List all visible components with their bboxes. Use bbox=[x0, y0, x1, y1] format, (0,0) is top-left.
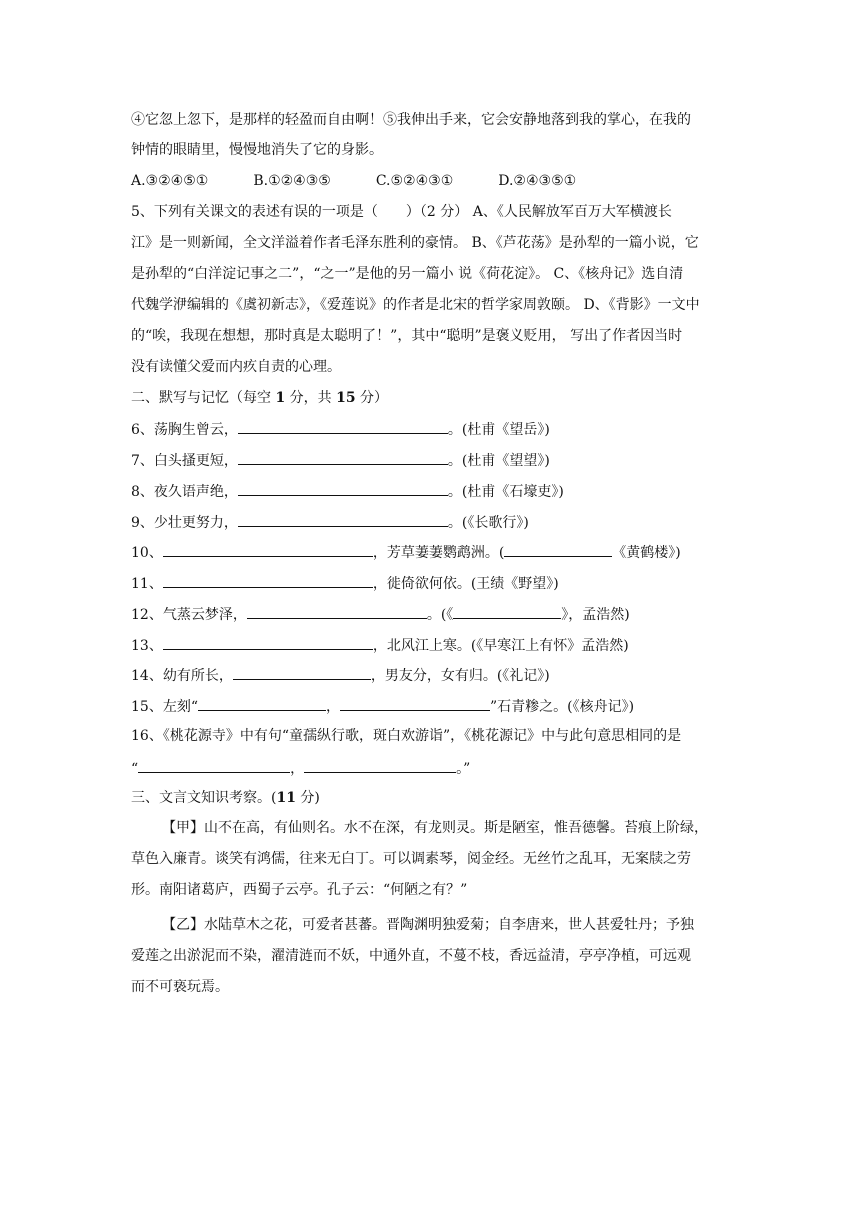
q5-line5: 的“唉，我现在想想，那时真是太聪明了！”，其中“聪明”是褒义贬用， 写出了作者因当时 bbox=[131, 328, 683, 344]
q4-options bbox=[131, 171, 576, 191]
q5-line4: 代魏学洢编辑的《虞初新志》，《爱莲说》的作者是北宋的哲学家周敦颐。 D、《背影》一文中 bbox=[131, 297, 700, 313]
q14-answer-blank[interactable] bbox=[233, 664, 371, 680]
q6-answer-blank[interactable] bbox=[238, 418, 448, 434]
q15: 15、左刻“ ， ”石青糁之。(《核舟记》) bbox=[131, 695, 634, 717]
q4-option-c: C.⑤②④③① bbox=[375, 173, 454, 189]
q11: 11、 ，徙倚欲何依。(王绩《野望》) bbox=[131, 572, 559, 594]
q16-line1: 16、《桃花源寺》中有句“童孺纵行歌，斑白欢游诣”，《桃花源记》中与此句意思相同的是 bbox=[131, 728, 682, 744]
q4-text-line2: 钟情的眼睛里，慢慢地消失了它的身影。 bbox=[131, 142, 383, 158]
q14: 14、幼有所长， ，男友分，女有归。(《礼记》) bbox=[131, 664, 550, 686]
q6: 6、荡胸生曾云， 。(杜甫《望岳》) bbox=[131, 418, 550, 440]
passage-yi-line1: 【乙】水陆草木之花，可爱者甚蕃。晋陶渊明独爱菊；自李唐来，世人甚爱牡丹；予独 bbox=[162, 917, 694, 933]
q4-option-a: A.③②④⑤① bbox=[131, 173, 209, 189]
passage-jia-line1: 【甲】山不在高，有仙则名。水不在深，有龙则灵。斯是陋室，惟吾德馨。苔痕上阶绿， bbox=[162, 820, 708, 836]
q10-answer-blank-2[interactable] bbox=[504, 541, 612, 557]
q7: 7、白头搔更短， 。(杜甫《望望》) bbox=[131, 449, 550, 471]
q12: 12、气蒸云梦泽， 。(《 》，孟浩然) bbox=[131, 603, 630, 625]
passage-yi-line3: 而不可亵玩焉。 bbox=[131, 979, 229, 995]
passage-jia-line2: 草色入廉青。谈笑有鸿儒，往来无白丁。可以调素琴，阅金经。无丝竹之乱耳，无案牍之劳 bbox=[131, 851, 691, 867]
q12-answer-blank-1[interactable] bbox=[247, 603, 427, 619]
q4-text-line1: ④它忽上忽下，是那样的轻盈而自由啊！⑤我伸出手来，它会安静地落到我的掌心，在我的 bbox=[131, 112, 691, 128]
section2-heading: 二、默写与记忆（每空 1 分，共 15 分） bbox=[131, 390, 389, 406]
q5-line3: 是孙犁的“白洋淀记事之二”，“之一”是他的另一篇小 说《荷花淀》。 C、《核舟记》选自清 bbox=[131, 266, 684, 282]
q7-answer-blank[interactable] bbox=[238, 449, 448, 465]
q13-answer-blank[interactable] bbox=[163, 634, 373, 650]
q11-answer-blank[interactable] bbox=[163, 572, 373, 588]
q8-answer-blank[interactable] bbox=[238, 480, 448, 496]
q10-answer-blank-1[interactable] bbox=[163, 541, 373, 557]
q12-answer-blank-2[interactable] bbox=[453, 603, 561, 619]
q9: 9、少壮更努力， 。(《长歌行》) bbox=[131, 511, 529, 533]
q5-line6: 没有读懂父爱而内疚自责的心理。 bbox=[131, 359, 341, 375]
section3-heading: 三、文言文知识考察。(11 分) bbox=[131, 790, 320, 806]
q16-answer-blank-2[interactable] bbox=[304, 757, 456, 773]
q4-option-d: D.②④③⑤① bbox=[498, 173, 577, 189]
q13: 13、 ，北风江上寒。(《早寒江上有怀》孟浩然) bbox=[131, 634, 629, 656]
q9-answer-blank[interactable] bbox=[238, 511, 448, 527]
passage-jia-line3: 形。南阳诸葛庐，西蜀子云亭。孔子云：“何陋之有？” bbox=[131, 882, 468, 898]
passage-yi-line2: 爱莲之出淤泥而不染，濯清涟而不妖，中通外直，不蔓不枝，香远益清，亭亭净植，可远观 bbox=[131, 948, 691, 964]
q8: 8、夜久语声绝， 。(杜甫《石壕吏》) bbox=[131, 480, 564, 502]
q4-option-b: B.①②④③⑤ bbox=[253, 173, 331, 189]
q15-answer-blank-1[interactable] bbox=[198, 695, 326, 711]
q5-line1: 5、下列有关课文的表述有误的一项是（ ）（2 分） A、《人民解放军百万大军横渡长 bbox=[131, 204, 672, 220]
q16-answer-blank-1[interactable] bbox=[138, 757, 290, 773]
q16-line2: “ ， 。” bbox=[131, 757, 470, 779]
q5-line2: 江》是一则新闻，全文洋溢着作者毛泽东胜利的豪情。 B、《芦花荡》是孙犁的一篇小说，它 bbox=[131, 235, 699, 251]
q10: 10、 ，芳草萋萋鹦鹉洲。( 《黄鹤楼》) bbox=[131, 541, 681, 563]
q15-answer-blank-2[interactable] bbox=[340, 695, 490, 711]
